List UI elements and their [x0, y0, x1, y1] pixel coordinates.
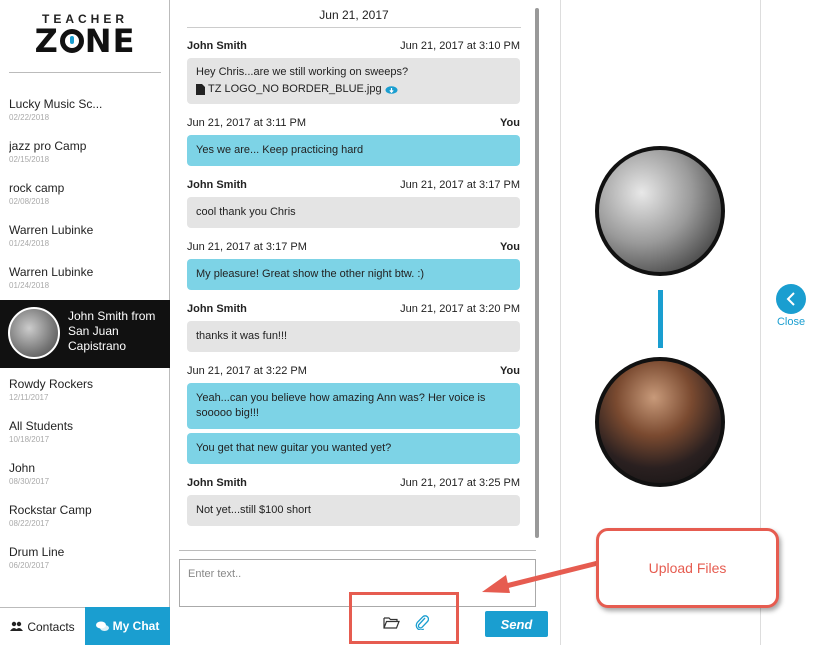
tab-my-chat[interactable]	[85, 607, 170, 645]
contact-name: Drum Line	[9, 545, 65, 559]
message-sender: You	[500, 241, 520, 253]
open-folder-button[interactable]	[378, 612, 404, 632]
message-meta	[187, 179, 520, 195]
contacts-sidebar	[0, 0, 170, 645]
close-label[interactable]: Close	[776, 316, 806, 328]
message-text: Not yet...still $100 short	[196, 504, 311, 516]
contact-item[interactable]	[0, 500, 170, 542]
message-text: Yeah...can you believe how amazing Ann was? Her voice is sooooo big!!!	[196, 392, 486, 419]
message-meta	[187, 303, 520, 319]
contact-item[interactable]	[0, 178, 170, 220]
message-text: thanks it was fun!!!	[196, 330, 288, 342]
message-bubble-incoming	[187, 321, 520, 352]
message-text: You get that new guitar you wanted yet?	[196, 442, 392, 454]
folder-open-icon	[383, 616, 400, 629]
contact-item[interactable]	[0, 136, 170, 178]
tab-my-chat-label: My Chat	[112, 619, 160, 633]
send-button[interactable]: Send	[485, 611, 548, 637]
message-bubble-outgoing	[187, 383, 520, 429]
message-meta	[187, 241, 520, 257]
message-time: Jun 21, 2017 at 3:11 PM	[187, 117, 307, 129]
logo-o-icon	[60, 29, 84, 53]
message-sender: John Smith	[187, 40, 247, 52]
contact-name: rock camp	[9, 181, 65, 195]
message-sender: John Smith	[187, 179, 247, 191]
message-time: Jun 21, 2017 at 3:17 PM	[187, 241, 307, 253]
message-time: Jun 21, 2017 at 3:22 PM	[187, 365, 307, 377]
contact-item[interactable]	[0, 94, 170, 136]
upload-files-callout	[596, 528, 779, 608]
message-meta	[187, 40, 520, 56]
callout-arrow	[480, 555, 600, 595]
contact-name: Rowdy Rockers	[9, 377, 94, 391]
sidebar-tabs	[0, 607, 170, 645]
contact-date: 12/11/2017	[9, 393, 49, 402]
message-text: cool thank you Chris	[196, 206, 296, 218]
contact-name: All Students	[9, 419, 74, 433]
contact-name: Lucky Music Sc...	[9, 97, 103, 111]
contact-name: Warren Lubinke	[9, 265, 94, 279]
message-sender: You	[500, 117, 520, 129]
student-photo	[595, 146, 725, 276]
contact-item[interactable]	[0, 416, 170, 458]
day-header: Jun 21, 2017	[187, 0, 521, 28]
message-bubble-outgoing	[187, 433, 520, 464]
contact-item-active[interactable]	[0, 300, 170, 368]
message-bubble-incoming	[187, 197, 520, 228]
message-text: Yes we are... Keep practicing hard	[196, 144, 364, 156]
message-sender: You	[500, 365, 520, 377]
connector-line	[658, 290, 663, 348]
avatar	[8, 307, 60, 359]
message-text: Hey Chris...are we still working on sweeps?	[196, 66, 409, 78]
logo-top-text: TEACHER	[41, 12, 128, 26]
contact-item[interactable]	[0, 374, 170, 416]
contact-date: 01/24/2018	[9, 281, 50, 290]
message-text: My pleasure! Great show the other night btw. :)	[196, 268, 425, 280]
attach-file-button[interactable]	[409, 612, 435, 632]
message-sender: John Smith	[187, 303, 247, 315]
contact-name: John Smith from San Juan Capistrano	[68, 309, 156, 353]
sidebar-divider	[9, 72, 161, 73]
paperclip-icon	[415, 614, 429, 630]
contact-date: 08/22/2017	[9, 519, 50, 528]
contact-item[interactable]	[0, 542, 170, 584]
message-bubble-outgoing	[187, 135, 520, 166]
message-time: Jun 21, 2017 at 3:10 PM	[400, 40, 520, 52]
users-icon	[10, 621, 23, 632]
chat-bubbles-icon	[96, 621, 109, 632]
message-meta	[187, 477, 520, 493]
message-bubble-outgoing	[187, 259, 520, 290]
chat-pane	[171, 0, 561, 645]
close-button[interactable]	[776, 284, 806, 314]
logo-main-text	[0, 22, 170, 60]
message-bubble-incoming	[187, 495, 520, 526]
chevron-left-icon	[786, 292, 796, 306]
contact-name: Rockstar Camp	[9, 503, 92, 517]
contact-item[interactable]	[0, 458, 170, 500]
contact-date: 02/22/2018	[9, 113, 50, 122]
contact-name: John	[9, 461, 36, 475]
message-meta	[187, 365, 520, 381]
contact-date: 02/08/2018	[9, 197, 50, 206]
tab-contacts[interactable]	[0, 607, 85, 645]
upload-highlight-box	[349, 592, 459, 644]
tab-contacts-label: Contacts	[27, 619, 75, 634]
contact-item[interactable]	[0, 220, 170, 262]
logo-letters-ne: NE	[84, 22, 136, 60]
contact-name: Warren Lubinke	[9, 223, 94, 237]
contact-date: 06/20/2017	[9, 561, 50, 570]
logo-letter-z: Z	[34, 22, 59, 60]
composer-divider	[179, 550, 536, 551]
message-meta	[187, 117, 520, 133]
message-time: Jun 21, 2017 at 3:25 PM	[400, 477, 520, 489]
cloud-download-icon[interactable]	[385, 85, 398, 95]
teacher-zone-logo	[0, 0, 170, 72]
contact-date: 02/15/2018	[9, 155, 50, 164]
message-time: Jun 21, 2017 at 3:17 PM	[400, 179, 520, 191]
chat-scrollbar[interactable]	[535, 8, 539, 538]
file-icon	[196, 84, 205, 95]
contact-item[interactable]	[0, 262, 170, 304]
callout-text: Upload Files	[648, 560, 727, 576]
message-time: Jun 21, 2017 at 3:20 PM	[400, 303, 520, 315]
message-bubble-incoming	[187, 58, 520, 104]
contact-date: 01/24/2018	[9, 239, 50, 248]
contact-date: 08/30/2017	[9, 477, 50, 486]
contact-name: jazz pro Camp	[9, 139, 87, 153]
message-sender: John Smith	[187, 477, 247, 489]
attachment-link[interactable]	[196, 82, 401, 97]
teacher-photo	[595, 357, 725, 487]
attachment-filename: TZ LOGO_NO BORDER_BLUE.jpg	[208, 83, 382, 95]
contact-date: 10/18/2017	[9, 435, 50, 444]
